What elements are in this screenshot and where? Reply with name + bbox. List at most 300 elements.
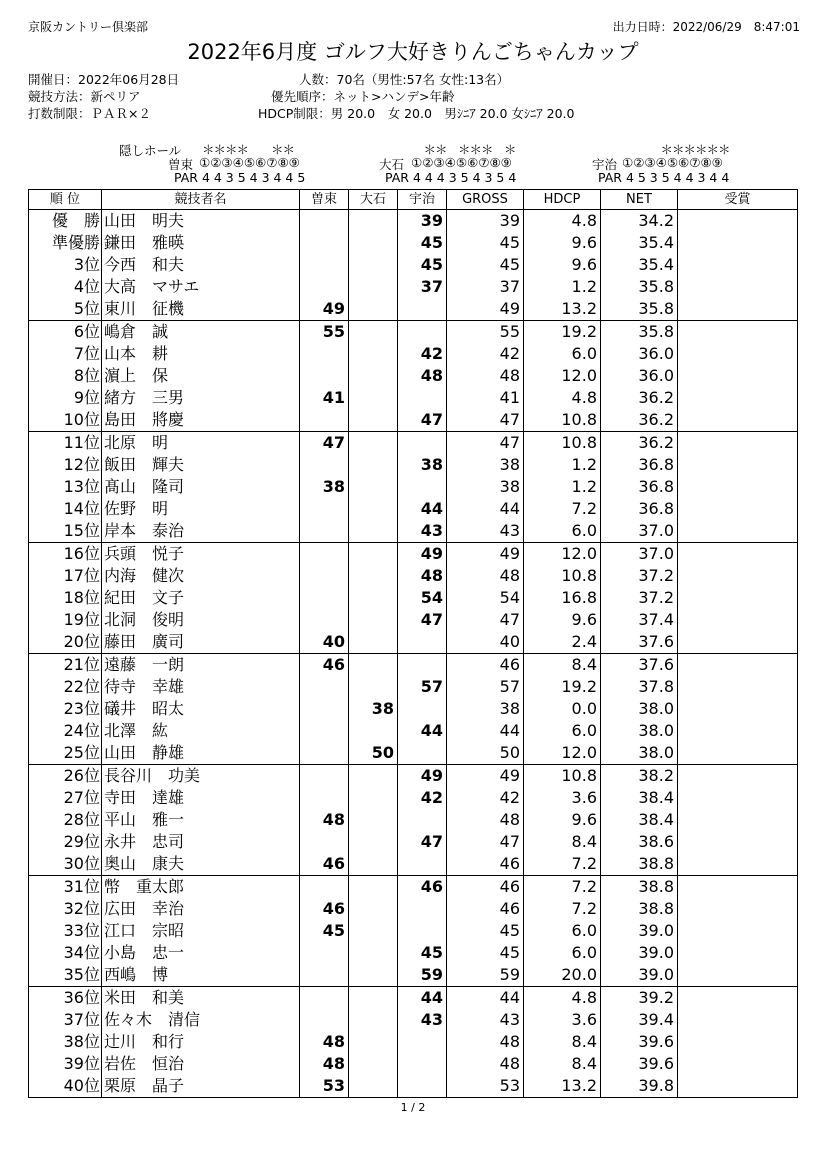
hole-numbers-uji: ①②③④⑤⑥⑦⑧⑨ xyxy=(622,155,723,170)
net-cell: 36.2 xyxy=(601,432,678,455)
table-row xyxy=(29,1075,798,1098)
gross-cell: 42 xyxy=(447,343,524,365)
hdcp-cell: 19.2 xyxy=(524,321,601,344)
stroke-limit: 打数制限：ＰＡＲ×２ xyxy=(28,106,151,121)
rank-cell: 24位 xyxy=(29,720,102,742)
score-oishi xyxy=(349,987,398,1010)
score-oishi xyxy=(349,898,398,920)
gross-cell: 47 xyxy=(447,409,524,432)
hdcp-cell: 8.4 xyxy=(524,1031,601,1053)
score-oishi xyxy=(349,343,398,365)
score-oishi xyxy=(349,543,398,566)
player-name: 岸本 泰治 xyxy=(102,520,300,543)
score-oishi xyxy=(349,409,398,432)
award-cell xyxy=(678,543,798,566)
rank-cell: 6位 xyxy=(29,321,102,344)
score-oishi xyxy=(349,210,398,233)
net-cell: 38.4 xyxy=(601,809,678,831)
hdcp-cell: 7.2 xyxy=(524,853,601,876)
score-oishi xyxy=(349,476,398,498)
score-uji: 48 xyxy=(398,365,447,387)
score-sotsuka xyxy=(300,498,349,520)
score-oishi xyxy=(349,876,398,899)
player-name: 東川 征機 xyxy=(102,298,300,321)
table-row xyxy=(29,409,798,432)
score-uji: 42 xyxy=(398,787,447,809)
rank-cell: 7位 xyxy=(29,343,102,365)
score-sotsuka: 49 xyxy=(300,298,349,321)
gross-cell: 53 xyxy=(447,1075,524,1098)
score-oishi xyxy=(349,232,398,254)
score-uji: 43 xyxy=(398,1009,447,1031)
rank-cell: 40位 xyxy=(29,1075,102,1098)
net-cell: 39.0 xyxy=(601,942,678,964)
table-row xyxy=(29,432,798,455)
table-row xyxy=(29,454,798,476)
score-uji: 44 xyxy=(398,720,447,742)
award-cell xyxy=(678,298,798,321)
score-sotsuka xyxy=(300,676,349,698)
score-sotsuka: 53 xyxy=(300,1075,349,1098)
net-cell: 36.8 xyxy=(601,454,678,476)
rank-cell: 26位 xyxy=(29,765,102,788)
award-cell xyxy=(678,853,798,876)
rank-cell: 17位 xyxy=(29,565,102,587)
award-cell xyxy=(678,742,798,765)
rank-cell: 4位 xyxy=(29,276,102,298)
hdcp-cell: 12.0 xyxy=(524,543,601,566)
rank-cell: 23位 xyxy=(29,698,102,720)
hdcp-cell: 10.8 xyxy=(524,565,601,587)
gross-cell: 38 xyxy=(447,698,524,720)
score-oishi xyxy=(349,654,398,677)
par-row-uji: PAR 4 5 3 5 4 4 3 4 4 xyxy=(598,170,730,185)
table-row xyxy=(29,1009,798,1031)
hdcp-cell: 2.4 xyxy=(524,631,601,654)
table-row xyxy=(29,720,798,742)
player-name: 濵上 保 xyxy=(102,365,300,387)
gross-cell: 54 xyxy=(447,587,524,609)
player-name: 緒方 三男 xyxy=(102,387,300,409)
rank-cell: 3位 xyxy=(29,254,102,276)
player-name: 紀田 文子 xyxy=(102,587,300,609)
award-cell xyxy=(678,698,798,720)
score-oishi xyxy=(349,520,398,543)
player-count: 人数：70名（男性:57名 女性:13名） xyxy=(299,72,510,87)
rank-cell: 37位 xyxy=(29,1009,102,1031)
table-row xyxy=(29,654,798,677)
score-oishi xyxy=(349,809,398,831)
score-uji: 46 xyxy=(398,876,447,899)
score-uji xyxy=(398,1075,447,1098)
score-sotsuka: 46 xyxy=(300,898,349,920)
award-cell xyxy=(678,831,798,853)
net-cell: 35.8 xyxy=(601,298,678,321)
net-cell: 37.2 xyxy=(601,587,678,609)
score-sotsuka xyxy=(300,565,349,587)
award-cell xyxy=(678,920,798,942)
rank-cell: 31位 xyxy=(29,876,102,899)
hdcp-cell: 1.2 xyxy=(524,476,601,498)
hdcp-cell: 10.8 xyxy=(524,765,601,788)
table-row xyxy=(29,343,798,365)
score-sotsuka: 46 xyxy=(300,654,349,677)
table-row xyxy=(29,520,798,543)
award-cell xyxy=(678,1075,798,1098)
net-cell: 36.0 xyxy=(601,343,678,365)
player-name: 北澤 紘 xyxy=(102,720,300,742)
net-cell: 37.8 xyxy=(601,676,678,698)
award-cell xyxy=(678,809,798,831)
gross-cell: 41 xyxy=(447,387,524,409)
score-oishi xyxy=(349,765,398,788)
gross-cell: 46 xyxy=(447,898,524,920)
hdcp-cell: 4.8 xyxy=(524,210,601,233)
net-cell: 38.6 xyxy=(601,831,678,853)
hdcp-cell: 8.4 xyxy=(524,1053,601,1075)
score-sotsuka: 41 xyxy=(300,387,349,409)
column-header-sotsuka: 曽束 xyxy=(300,190,349,210)
gross-cell: 49 xyxy=(447,298,524,321)
gross-cell: 48 xyxy=(447,565,524,587)
table-row xyxy=(29,809,798,831)
player-name: 待寺 幸雄 xyxy=(102,676,300,698)
table-row xyxy=(29,853,798,876)
player-name: 小島 忠一 xyxy=(102,942,300,964)
results-body xyxy=(29,210,798,1098)
score-oishi xyxy=(349,254,398,276)
rank-cell: 21位 xyxy=(29,654,102,677)
table-row xyxy=(29,365,798,387)
gross-cell: 37 xyxy=(447,276,524,298)
course-label-sotsuka: 曽束 xyxy=(168,157,194,172)
score-uji xyxy=(398,1053,447,1075)
player-name: 米田 和美 xyxy=(102,987,300,1010)
score-sotsuka: 45 xyxy=(300,920,349,942)
table-row xyxy=(29,898,798,920)
player-name: 栗原 晶子 xyxy=(102,1075,300,1098)
award-cell xyxy=(678,942,798,964)
column-header-award: 受賞 xyxy=(678,190,798,210)
score-oishi xyxy=(349,1009,398,1031)
gross-cell: 43 xyxy=(447,520,524,543)
net-cell: 38.0 xyxy=(601,720,678,742)
player-name: 広田 幸治 xyxy=(102,898,300,920)
hdcp-cell: 10.8 xyxy=(524,409,601,432)
rank-cell: 32位 xyxy=(29,898,102,920)
table-row xyxy=(29,476,798,498)
rank-cell: 33位 xyxy=(29,920,102,942)
rank-cell: 16位 xyxy=(29,543,102,566)
hdcp-limit: HDCP制限：男 20.0 女 20.0 男ｼﾆｱ 20.0 女ｼﾆｱ 20.0 xyxy=(258,106,575,121)
gross-cell: 48 xyxy=(447,365,524,387)
player-name: 岩佐 恒治 xyxy=(102,1053,300,1075)
net-cell: 39.4 xyxy=(601,1009,678,1031)
score-sotsuka xyxy=(300,765,349,788)
gross-cell: 45 xyxy=(447,920,524,942)
score-uji: 47 xyxy=(398,609,447,631)
net-cell: 38.8 xyxy=(601,853,678,876)
player-name: 島田 將慶 xyxy=(102,409,300,432)
hole-numbers-oishi: ①②③④⑤⑥⑦⑧⑨ xyxy=(411,155,512,170)
award-cell xyxy=(678,321,798,344)
gross-cell: 42 xyxy=(447,787,524,809)
hdcp-cell: 8.4 xyxy=(524,831,601,853)
table-row xyxy=(29,698,798,720)
column-header-name: 競技者名 xyxy=(102,190,300,210)
score-sotsuka xyxy=(300,987,349,1010)
score-uji: 42 xyxy=(398,343,447,365)
score-sotsuka xyxy=(300,365,349,387)
score-uji: 47 xyxy=(398,409,447,432)
net-cell: 38.8 xyxy=(601,876,678,899)
score-oishi xyxy=(349,387,398,409)
table-row xyxy=(29,987,798,1010)
score-uji xyxy=(398,1031,447,1053)
hidden-hole-label: 隠しホール xyxy=(119,143,182,158)
net-cell: 35.4 xyxy=(601,232,678,254)
score-sotsuka xyxy=(300,698,349,720)
award-cell xyxy=(678,476,798,498)
table-row xyxy=(29,210,798,233)
score-uji: 49 xyxy=(398,765,447,788)
gross-cell: 44 xyxy=(447,498,524,520)
table-row xyxy=(29,631,798,654)
score-uji xyxy=(398,298,447,321)
rank-cell: 35位 xyxy=(29,964,102,987)
hdcp-cell: 9.6 xyxy=(524,809,601,831)
hdcp-cell: 12.0 xyxy=(524,742,601,765)
score-uji: 37 xyxy=(398,276,447,298)
gross-cell: 57 xyxy=(447,676,524,698)
hdcp-cell: 3.6 xyxy=(524,1009,601,1031)
net-cell: 38.4 xyxy=(601,787,678,809)
gross-cell: 48 xyxy=(447,1053,524,1075)
column-header-uji: 宇治 xyxy=(398,190,447,210)
score-oishi xyxy=(349,920,398,942)
table-row xyxy=(29,942,798,964)
player-name: 佐野 明 xyxy=(102,498,300,520)
net-cell: 36.2 xyxy=(601,387,678,409)
award-cell xyxy=(678,654,798,677)
score-oishi xyxy=(349,276,398,298)
score-sotsuka xyxy=(300,609,349,631)
score-sotsuka xyxy=(300,964,349,987)
printed-at: 出力日時：2022/06/29 8:47:01 xyxy=(612,20,800,34)
net-cell: 39.0 xyxy=(601,964,678,987)
player-name: 遠藤 一朗 xyxy=(102,654,300,677)
net-cell: 34.2 xyxy=(601,210,678,233)
award-cell xyxy=(678,409,798,432)
score-sotsuka xyxy=(300,1009,349,1031)
hdcp-cell: 8.4 xyxy=(524,654,601,677)
score-uji: 59 xyxy=(398,964,447,987)
score-sotsuka xyxy=(300,254,349,276)
table-row xyxy=(29,831,798,853)
course-label-oishi: 大石 xyxy=(379,157,405,172)
score-uji xyxy=(398,432,447,455)
gross-cell: 38 xyxy=(447,476,524,498)
score-uji xyxy=(398,809,447,831)
table-row xyxy=(29,964,798,987)
table-row xyxy=(29,676,798,698)
player-name: 藤田 廣司 xyxy=(102,631,300,654)
hdcp-cell: 4.8 xyxy=(524,987,601,1010)
gross-cell: 46 xyxy=(447,654,524,677)
score-sotsuka xyxy=(300,587,349,609)
score-uji xyxy=(398,853,447,876)
gross-cell: 49 xyxy=(447,765,524,788)
table-header-row xyxy=(29,190,798,210)
table-row xyxy=(29,1053,798,1075)
award-cell xyxy=(678,876,798,899)
player-name: 寺田 達雄 xyxy=(102,787,300,809)
table-row xyxy=(29,876,798,899)
net-cell: 35.8 xyxy=(601,321,678,344)
player-name: 大高 マサエ xyxy=(102,276,300,298)
score-oishi xyxy=(349,609,398,631)
table-row xyxy=(29,276,798,298)
rank-cell: 22位 xyxy=(29,676,102,698)
player-name: 佐々木 清信 xyxy=(102,1009,300,1031)
page-title: 2022年6月度 ゴルフ大好きりんごちゃんカップ xyxy=(187,40,639,64)
table-row xyxy=(29,1031,798,1053)
net-cell: 39.8 xyxy=(601,1075,678,1098)
rank-cell: 20位 xyxy=(29,631,102,654)
rank-cell: 8位 xyxy=(29,365,102,387)
score-uji xyxy=(398,476,447,498)
rank-cell: 29位 xyxy=(29,831,102,853)
score-uji: 38 xyxy=(398,454,447,476)
score-sotsuka xyxy=(300,454,349,476)
award-cell xyxy=(678,631,798,654)
net-cell: 37.6 xyxy=(601,654,678,677)
column-header-gross: GROSS xyxy=(447,190,524,210)
score-oishi xyxy=(349,720,398,742)
net-cell: 36.2 xyxy=(601,409,678,432)
score-sotsuka xyxy=(300,543,349,566)
award-cell xyxy=(678,232,798,254)
hdcp-cell: 9.6 xyxy=(524,609,601,631)
gross-cell: 46 xyxy=(447,876,524,899)
player-name: 嶋倉 誠 xyxy=(102,321,300,344)
gross-cell: 44 xyxy=(447,720,524,742)
table-row xyxy=(29,254,798,276)
score-sotsuka: 48 xyxy=(300,809,349,831)
score-oishi xyxy=(349,853,398,876)
score-sotsuka xyxy=(300,232,349,254)
rank-cell: 優 勝 xyxy=(29,210,102,233)
hdcp-cell: 12.0 xyxy=(524,365,601,387)
hdcp-cell: 4.8 xyxy=(524,387,601,409)
par-row-sotsuka: PAR 4 4 3 5 4 3 4 4 5 xyxy=(174,170,306,185)
score-sotsuka xyxy=(300,276,349,298)
player-name: 辻川 和行 xyxy=(102,1031,300,1053)
net-cell: 39.0 xyxy=(601,920,678,942)
score-uji xyxy=(398,631,447,654)
rank-cell: 12位 xyxy=(29,454,102,476)
score-uji: 44 xyxy=(398,987,447,1010)
score-oishi xyxy=(349,1031,398,1053)
gross-cell: 55 xyxy=(447,321,524,344)
score-uji: 54 xyxy=(398,587,447,609)
score-oishi xyxy=(349,365,398,387)
score-oishi xyxy=(349,964,398,987)
hdcp-cell: 7.2 xyxy=(524,876,601,899)
score-sotsuka: 47 xyxy=(300,432,349,455)
award-cell xyxy=(678,609,798,631)
net-cell: 38.0 xyxy=(601,698,678,720)
table-row xyxy=(29,543,798,566)
player-name: 山田 静雄 xyxy=(102,742,300,765)
hdcp-cell: 6.0 xyxy=(524,920,601,942)
net-cell: 37.4 xyxy=(601,609,678,631)
net-cell: 36.0 xyxy=(601,365,678,387)
table-row xyxy=(29,321,798,344)
gross-cell: 44 xyxy=(447,987,524,1010)
rank-cell: 5位 xyxy=(29,298,102,321)
gross-cell: 47 xyxy=(447,831,524,853)
score-uji xyxy=(398,654,447,677)
net-cell: 36.8 xyxy=(601,498,678,520)
score-uji: 57 xyxy=(398,676,447,698)
column-header-net: NET xyxy=(601,190,678,210)
column-header-oishi: 大石 xyxy=(349,190,398,210)
net-cell: 38.8 xyxy=(601,898,678,920)
score-sotsuka: 48 xyxy=(300,1031,349,1053)
hdcp-cell: 3.6 xyxy=(524,787,601,809)
award-cell xyxy=(678,276,798,298)
hidden-marks-uji: ＊＊＊＊＊＊ xyxy=(626,142,730,157)
award-cell xyxy=(678,210,798,233)
score-oishi xyxy=(349,942,398,964)
award-cell xyxy=(678,676,798,698)
score-oishi xyxy=(349,1075,398,1098)
award-cell xyxy=(678,387,798,409)
table-row xyxy=(29,587,798,609)
score-oishi xyxy=(349,787,398,809)
award-cell xyxy=(678,343,798,365)
award-cell xyxy=(678,454,798,476)
rank-cell: 14位 xyxy=(29,498,102,520)
hdcp-cell: 13.2 xyxy=(524,1075,601,1098)
score-sotsuka xyxy=(300,520,349,543)
score-oishi xyxy=(349,454,398,476)
award-cell xyxy=(678,987,798,1010)
net-cell: 37.0 xyxy=(601,520,678,543)
table-row xyxy=(29,387,798,409)
hdcp-cell: 7.2 xyxy=(524,898,601,920)
net-cell: 35.4 xyxy=(601,254,678,276)
score-uji xyxy=(398,321,447,344)
score-oishi xyxy=(349,432,398,455)
hdcp-cell: 9.6 xyxy=(524,232,601,254)
hidden-marks-sotsuka: ＊＊＊＊ ＊＊ xyxy=(202,142,306,157)
rank-cell: 19位 xyxy=(29,609,102,631)
table-row xyxy=(29,498,798,520)
hdcp-cell: 20.0 xyxy=(524,964,601,987)
score-sotsuka: 40 xyxy=(300,631,349,654)
score-sotsuka xyxy=(300,787,349,809)
score-uji xyxy=(398,698,447,720)
score-uji: 39 xyxy=(398,210,447,233)
award-cell xyxy=(678,787,798,809)
gross-cell: 48 xyxy=(447,1031,524,1053)
score-sotsuka: 48 xyxy=(300,1053,349,1075)
hdcp-cell: 0.0 xyxy=(524,698,601,720)
hidden-marks-oishi: ＊＊ ＊＊＊ ＊ xyxy=(412,142,516,157)
hdcp-cell: 7.2 xyxy=(524,498,601,520)
